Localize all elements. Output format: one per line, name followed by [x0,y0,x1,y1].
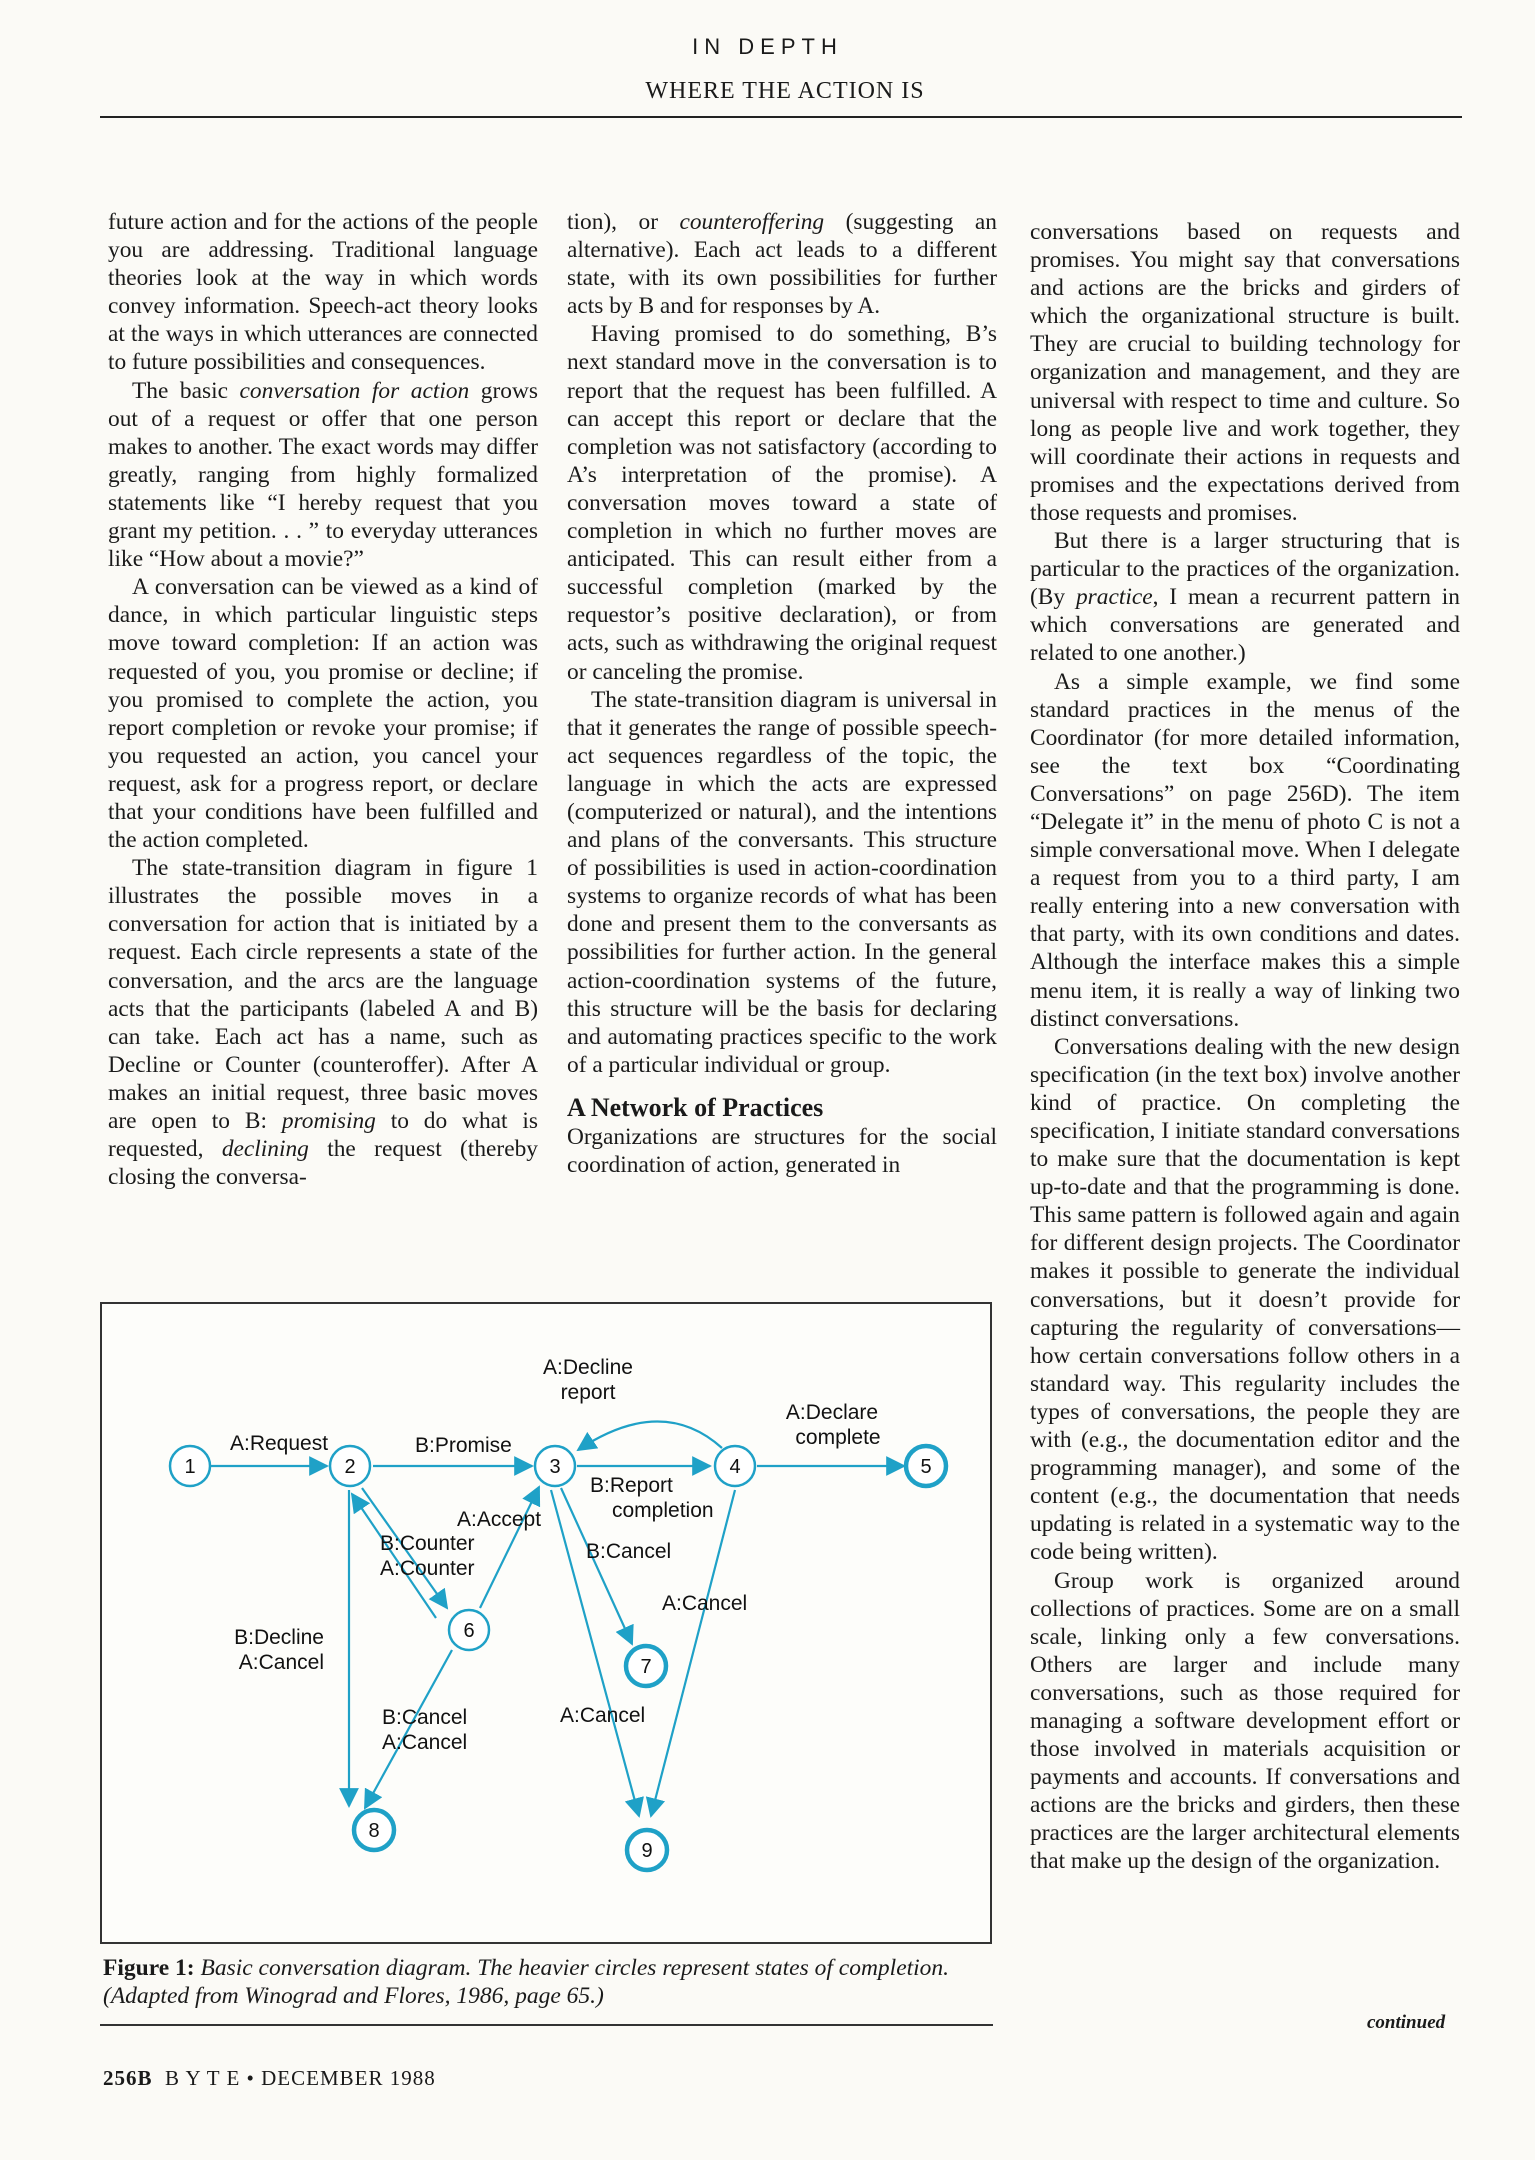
column-3 [1030,218,1460,1876]
paragraph: Conversations dealing with the new design specification (in the text box) involve another kind of practice. On completing the specification, I initiate standard conversations to make sure that the documentation is kept up-to-date and that the programming is done. This same pattern is followed again and again for different design projects. The Coordinator makes it possible to generate the individual conversations, but it doesn’t provide for capturing the regularity of conversations—how certain conversations follow others in a standard way. This regularity includes the types of conversations, the people they are with (e.g., the documentation editor and the programming manager), and some of the content (e.g., the documentation that needs updating is related in a systematic way to the code being written). [1030,1033,1460,1566]
conversation-diagram [102,1304,994,1946]
label-cancel-a-3: A:Cancel [560,1704,646,1727]
label-cancel-a: A:Cancel [238,1651,324,1674]
svg-text:1: 1 [184,1456,196,1478]
label-counter-b: B:Counter [380,1532,475,1555]
label-report-2: completion [612,1499,714,1522]
page-number: 256B [103,2066,153,2090]
arc-counter-a [352,1494,436,1618]
arc-accept [480,1487,539,1608]
label-report: B:Report [590,1474,673,1497]
column-1 [108,208,538,1191]
label-request: A:Request [230,1432,329,1455]
arc-decline-report [578,1421,722,1450]
svg-text:5: 5 [920,1456,932,1478]
label-cancel-a-2: A:Cancel [382,1731,468,1754]
arc-cancel-6-8 [365,1650,452,1808]
state-node [715,1446,755,1486]
completion-node [626,1646,666,1686]
label-declare: A:Declare [785,1401,879,1424]
page-footer [103,2066,436,2091]
label-counter-a: A:Counter [380,1557,475,1580]
svg-text:6: 6 [463,1620,475,1642]
paragraph: future action and for the actions of the people you are addressing. Traditional language theories look at the way in which words convey information. Speech-act theory looks at the ways in which utterances are connected to future possibilities and consequences. [108,209,538,376]
figure-caption: Figure 1: Basic conversation diagram. The heavier circles represent states of completion. (Adapted from Winograd and Flores, 1986, page 65.) [103,1955,950,2009]
svg-text:9: 9 [641,1840,653,1862]
label-decline-b: B:Decline [234,1626,324,1649]
continued-note: continued [1367,2012,1446,2033]
paragraph: Having promised to do something, B’s next standard move in the conversation is to report that the request has been fulfilled. A can accept this report or declare that the completion was not satisfactory (according to A’s interpretation of the promise). A conversation moves toward a state of completion in which no further moves are anticipated. This can result either from a successful completion (marked by the requestor’s positive declaration), or from acts, such as withdrawing the original request or canceling the promise. [567,321,997,685]
arc-cancel-3-9 [551,1490,639,1816]
completion-node [906,1446,946,1486]
paragraph: The state-transition diagram is universal in that it generates the range of possible speech-act sequences regardless of the topic, the language in which the acts are expressed (computerized or natural), and the intentions and plans of the conversants. This structure of possibilities is used in action-coordination systems to organize records of what has been done and present them to the conversants as possibilities for further action. In the general action-coordination systems of the future, this structure will be the basis for declaring and automating practices specific to the work of a particular individual or group. [567,686,997,1078]
label-decline-report-2: report [560,1381,616,1404]
state-node [535,1446,575,1486]
paragraph: A conversation can be viewed as a kind of dance, in which particular linguistic steps move toward completion: If an action was requested of you, you promise or decline; if you promised to complete the action, you report completion or revoke your promise; if you requested an action, you cancel your request, ask for a progress report, or declare that your conditions have been fulfilled and the action completed. [108,574,538,854]
label-cancel-a-4: A:Cancel [662,1592,748,1615]
running-title: WHERE THE ACTION IS [645,78,925,104]
section-heading: A Network of Practices [567,1092,824,1122]
svg-text:3: 3 [549,1456,561,1478]
label-cancel-b-3: B:Cancel [586,1540,672,1563]
paragraph: As a simple example, we find some standard practices in the menus of the Coordinator (for more detailed information, see the text box “Coordinating Conversations” on page 256D). The item “Delegate it” in the menu of photo C is not a simple conversational move. When I delegate a request from you to a third party, I am really entering into a new conversation with that party, with its own conditions and dates. Although the interface makes this a simple menu item, it is really a way of linking two distinct conversations. [1030,668,1460,1032]
label-decline-report: A:Decline [543,1356,633,1379]
paragraph: Organizations are structures for the social coordination of action, generated in [567,1123,997,1178]
svg-text:8: 8 [368,1820,380,1842]
paragraph: The state-transition diagram in figure 1 illustrates the possible moves in a conversation for action that is initiated by a request. Each circle represents a state of the conversation, and the arcs are the language acts that the participants (labeled A and B) can take. Each act has a name, such as Decline or Counter (counteroffer). After A makes an initial request, three basic moves are open to B: promising to do what is requested, declining the request (thereby closing the conversa- [108,855,538,1191]
header-rule [100,116,1462,118]
svg-text:2: 2 [344,1456,356,1478]
label-promise: B:Promise [415,1434,512,1457]
label-cancel-b: B:Cancel [382,1706,468,1729]
section-label: IN DEPTH [692,34,843,59]
state-node [170,1446,210,1486]
svg-text:4: 4 [729,1456,741,1478]
magazine-issue: B Y T E • DECEMBER 1988 [165,2066,436,2090]
paragraph: The basic conversation for action grows out of a request or offer that one person makes to another. The exact words may differ greatly, ranging from highly formalized statements like “I hereby request that you grant my petition. . . ” to everyday utterances like “How about a movie?” [108,377,538,573]
caption-rule [100,2024,993,2026]
label-accept: A:Accept [457,1508,542,1531]
paragraph: tion), or counteroffering (suggesting an alternative). Each act leads to a different state, with its own possibilities for further acts by B and for responses by A. [567,209,997,320]
completion-node [354,1810,394,1850]
paragraph: Group work is organized around collections of practices. Some are on a small scale, linking only a few conversations. Others are larger and include many conversations, such as those required for managing a software development effort or those involved in materials acquisition or payments and accounts. If conversations and actions are the bricks and girders, then these practices are the larger architectural elements that make up the design of the organization. [1030,1567,1460,1875]
paragraph: conversations based on requests and promises. You might say that conversations and actions are the bricks and girders of which the organizational structure is built. They are crucial to building technology for organization and management, and they are universal with respect to time and culture. So long as people live and work together, they will coordinate their actions in requests and promises and the expectations derived from those requests and promises. [1030,219,1460,526]
state-node [330,1446,370,1486]
column-2 [567,208,997,1179]
figure-1 [100,1302,992,1944]
state-node [449,1610,489,1650]
completion-node [627,1830,667,1870]
paragraph: But there is a larger structuring that is particular to the practices of the organization. (By practice, I mean a recurrent pattern in which conversations are generated and related to one another.) [1030,528,1460,667]
label-declare-2: complete [795,1426,881,1449]
svg-text:7: 7 [640,1656,652,1678]
